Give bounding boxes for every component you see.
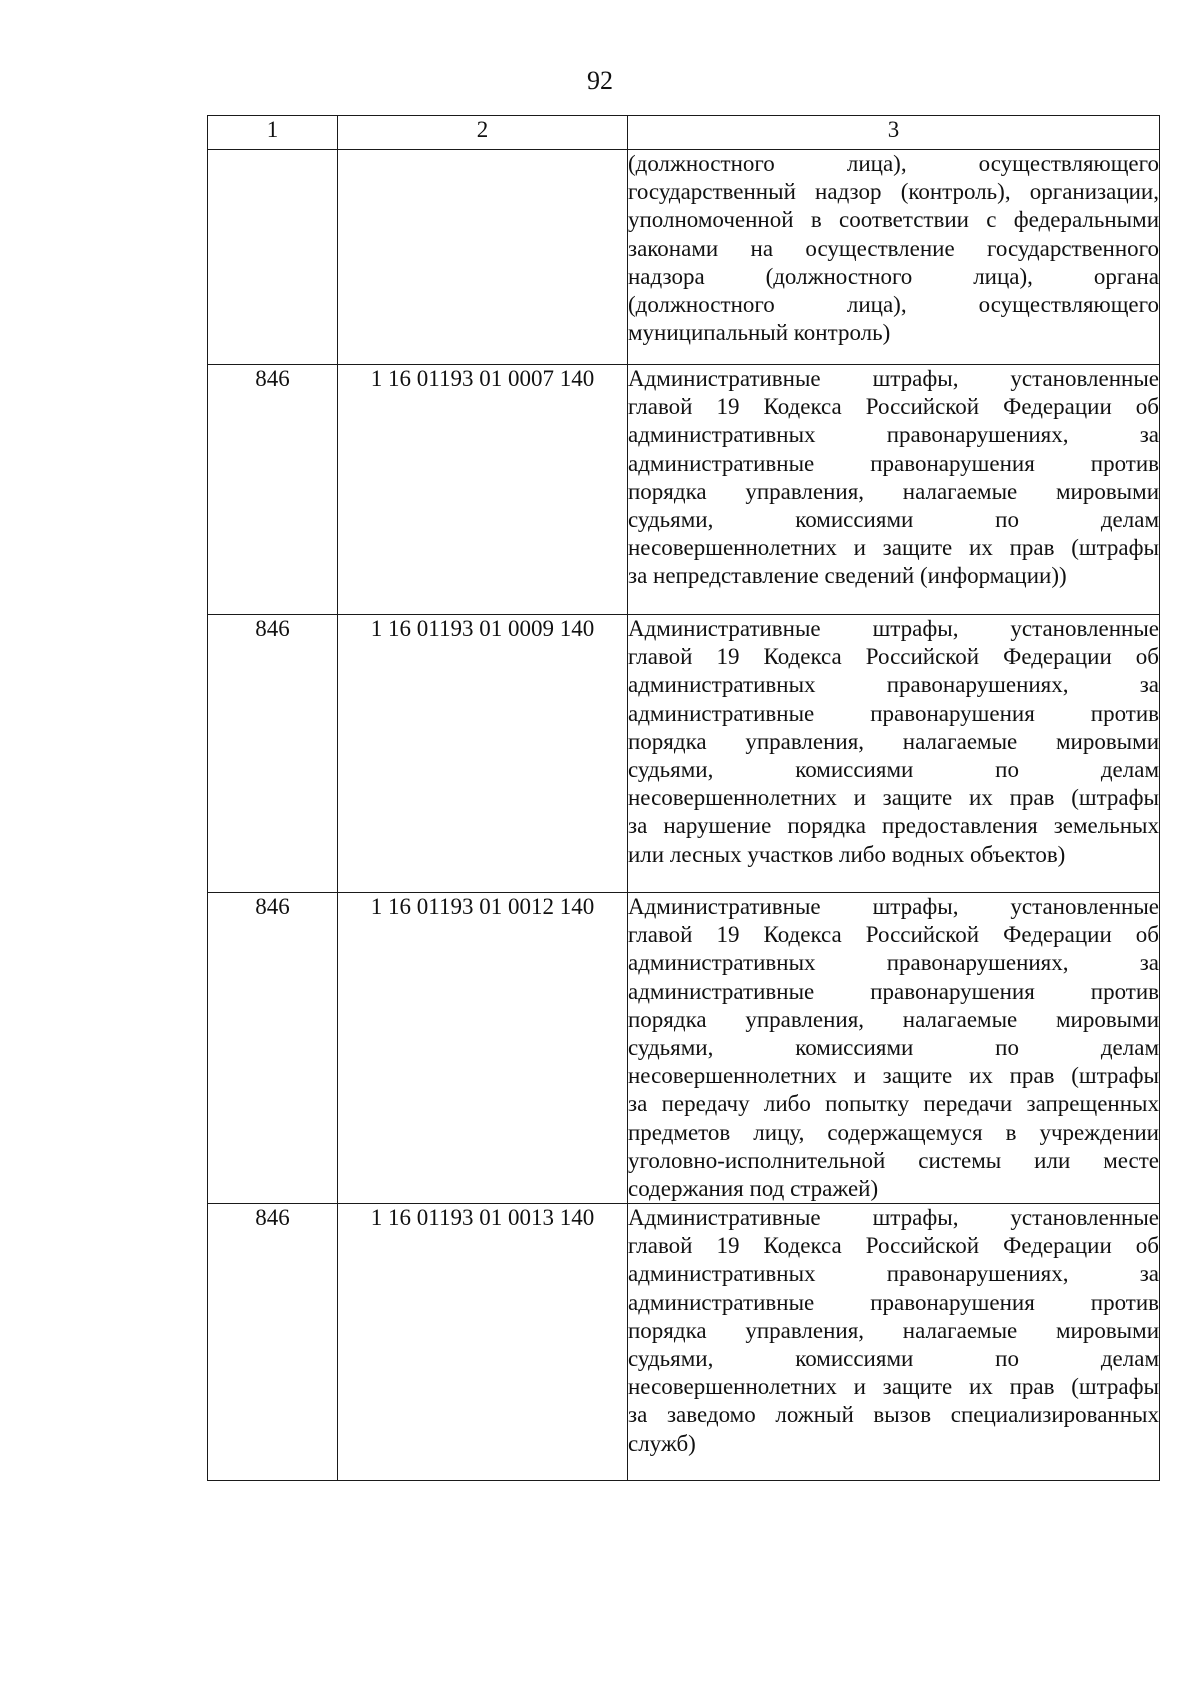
description-cell: [628, 365, 1160, 615]
description-line: несовершеннолетних и защите их прав (штрафы: [628, 535, 1159, 561]
description-line: административные правонарушения против: [628, 1289, 1159, 1315]
description-cell: [628, 150, 1160, 365]
description-cell: [628, 615, 1160, 893]
kbk-cell: 1 16 01193 01 0007 140: [338, 365, 628, 615]
table-row: [208, 365, 1160, 615]
description-line: порядка управления, налагаемые мировыми: [628, 478, 1159, 504]
description-line: административных правонарушениях, за: [628, 950, 1159, 976]
description-line: или лесных участков либо водных объектов): [628, 841, 1066, 867]
kbk-cell: 1 16 01193 01 0009 140: [338, 615, 628, 893]
description-line: Административные штрафы, установленные: [628, 366, 1159, 391]
description-line: Административные штрафы, установленные: [628, 894, 1159, 919]
description-line: судьями, комиссиями по делам: [628, 1346, 1159, 1371]
description-line: за заведомо ложный вызов специализированных: [628, 1402, 1159, 1428]
description-line: главой 19 Кодекса Российской Федерации об: [628, 922, 1159, 948]
description-line: государственный надзор (контроль), организации,: [628, 179, 1159, 205]
column-header: 2: [338, 116, 628, 150]
description-line: за передачу либо попытку передачи запрещенных: [628, 1091, 1159, 1117]
description-line: порядка управления, налагаемые мировыми: [628, 1317, 1159, 1343]
description-line: несовершеннолетних и защите их прав (штрафы: [628, 785, 1159, 811]
description-line: служб): [628, 1430, 696, 1456]
kbk-cell: [338, 150, 628, 365]
description-line: административные правонарушения против: [628, 450, 1159, 476]
table-row: [208, 1204, 1160, 1481]
description-line: судьями, комиссиями по делам: [628, 1034, 1159, 1060]
admin-code-cell: 846: [208, 615, 338, 893]
description-line: уполномоченной в соответствии с федеральными: [628, 207, 1159, 233]
description-line: порядка управления, налагаемые мировыми: [628, 728, 1159, 754]
table-header-row: [208, 116, 1160, 150]
description-line: несовершеннолетних и защите их прав (штрафы: [628, 1374, 1159, 1400]
continuation-row: [208, 150, 1160, 365]
admin-code-cell: 846: [208, 365, 338, 615]
description-cell: [628, 1204, 1160, 1481]
description-line: за нарушение порядка предоставления земельных: [628, 813, 1159, 839]
table-row: [208, 615, 1160, 893]
budget-codes-table: [207, 115, 1160, 1481]
description-line: надзора (должностного лица), органа: [628, 263, 1159, 289]
description-line: содержания под стражей): [628, 1175, 879, 1201]
description-line: административные правонарушения против: [628, 978, 1159, 1004]
admin-code-cell: 846: [208, 1204, 338, 1481]
admin-code-cell: 846: [208, 893, 338, 1204]
description-cell: [628, 893, 1160, 1204]
description-line: главой 19 Кодекса Российской Федерации об: [628, 394, 1159, 420]
description-line: несовершеннолетних и защите их прав (штрафы: [628, 1063, 1159, 1089]
description-line: административных правонарушениях, за: [628, 422, 1159, 448]
column-header: 1: [208, 116, 338, 150]
table-row: [208, 893, 1160, 1204]
kbk-cell: 1 16 01193 01 0012 140: [338, 893, 628, 1204]
description-line: законами на осуществление государственного: [628, 235, 1159, 261]
description-line: (должностного лица), осуществляющего: [628, 151, 1159, 176]
page-number: 92: [587, 66, 613, 95]
description-line: административных правонарушениях, за: [628, 1261, 1159, 1287]
description-line: уголовно-исполнительной системы или месте: [628, 1147, 1159, 1173]
description-line: Административные штрафы, установленные: [628, 616, 1159, 641]
kbk-cell: 1 16 01193 01 0013 140: [338, 1204, 628, 1481]
description-line: административных правонарушениях, за: [628, 672, 1159, 698]
description-line: судьями, комиссиями по делам: [628, 756, 1159, 782]
description-line: административные правонарушения против: [628, 700, 1159, 726]
column-header: 3: [628, 116, 1160, 150]
description-line: главой 19 Кодекса Российской Федерации об: [628, 644, 1159, 670]
description-line: судьями, комиссиями по делам: [628, 506, 1159, 532]
description-line: Административные штрафы, установленные: [628, 1205, 1159, 1231]
description-line: (должностного лица), осуществляющего: [628, 291, 1159, 317]
admin-code-cell: [208, 150, 338, 365]
description-line: муниципальный контроль): [628, 320, 891, 346]
description-line: главой 19 Кодекса Российской Федерации об: [628, 1233, 1159, 1259]
description-line: за непредставление сведений (информации)): [628, 563, 1067, 589]
description-line: предметов лицу, содержащемуся в учреждении: [628, 1119, 1159, 1145]
description-line: порядка управления, налагаемые мировыми: [628, 1006, 1159, 1032]
